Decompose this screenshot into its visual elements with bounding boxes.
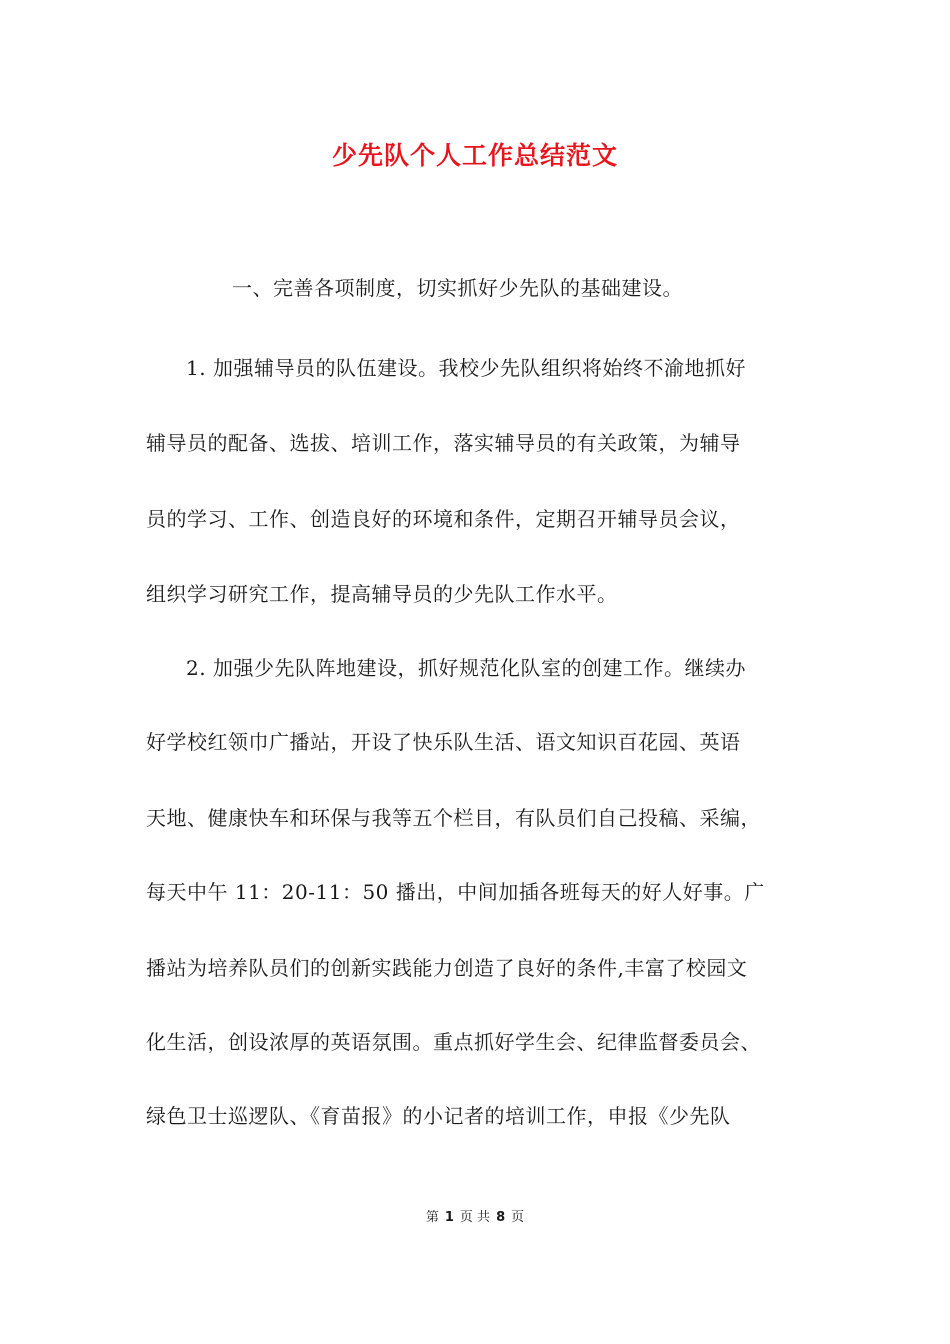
- paragraph-line: 天地、健康快车和环保与我等五个栏目，有队员们自己投稿、采编，: [146, 806, 761, 830]
- page-footer: [0, 1208, 950, 1228]
- paragraph-line: 好学校红领巾广播站，开设了快乐队生活、语文知识百花园、英语: [146, 730, 741, 754]
- current-page-number: 1: [444, 1210, 454, 1225]
- document-title: 少先队个人工作总结范文: [331, 141, 618, 170]
- total-page-count: 8: [496, 1210, 506, 1225]
- paragraph-line: 播站为培养队员们的创新实践能力创造了良好的条件,丰富了校园文: [146, 956, 748, 980]
- paragraph-line: 辅导员的配备、选拔、培训工作，落实辅导员的有关政策，为辅导: [146, 431, 741, 455]
- paragraph-line: 化生活，创设浓厚的英语氛围。重点抓好学生会、纪律监督委员会、: [146, 1030, 761, 1054]
- paragraph-line: 员的学习、工作、创造良好的环境和条件，定期召开辅导员会议，: [146, 507, 741, 531]
- footer-suffix: 页: [511, 1210, 525, 1225]
- section-heading: 一、完善各项制度，切实抓好少先队的基础建设。: [232, 276, 683, 300]
- footer-middle: 页 共: [459, 1210, 491, 1225]
- footer-prefix: 第: [425, 1210, 439, 1225]
- paragraph-line: 绿色卫士巡逻队、《育苗报》的小记者的培训工作，申报《少先队: [146, 1104, 731, 1128]
- paragraph-line: 1. 加强辅导员的队伍建设。我校少先队组织将始终不渝地抓好: [186, 356, 746, 380]
- paragraph-line: 组织学习研究工作，提高辅导员的少先队工作水平。: [146, 582, 618, 606]
- paragraph-line: 2. 加强少先队阵地建设，抓好规范化队室的创建工作。继续办: [186, 656, 746, 680]
- paragraph-line: 每天中午 11：20-11：50 播出，中间加插各班每天的好人好事。广: [146, 880, 765, 904]
